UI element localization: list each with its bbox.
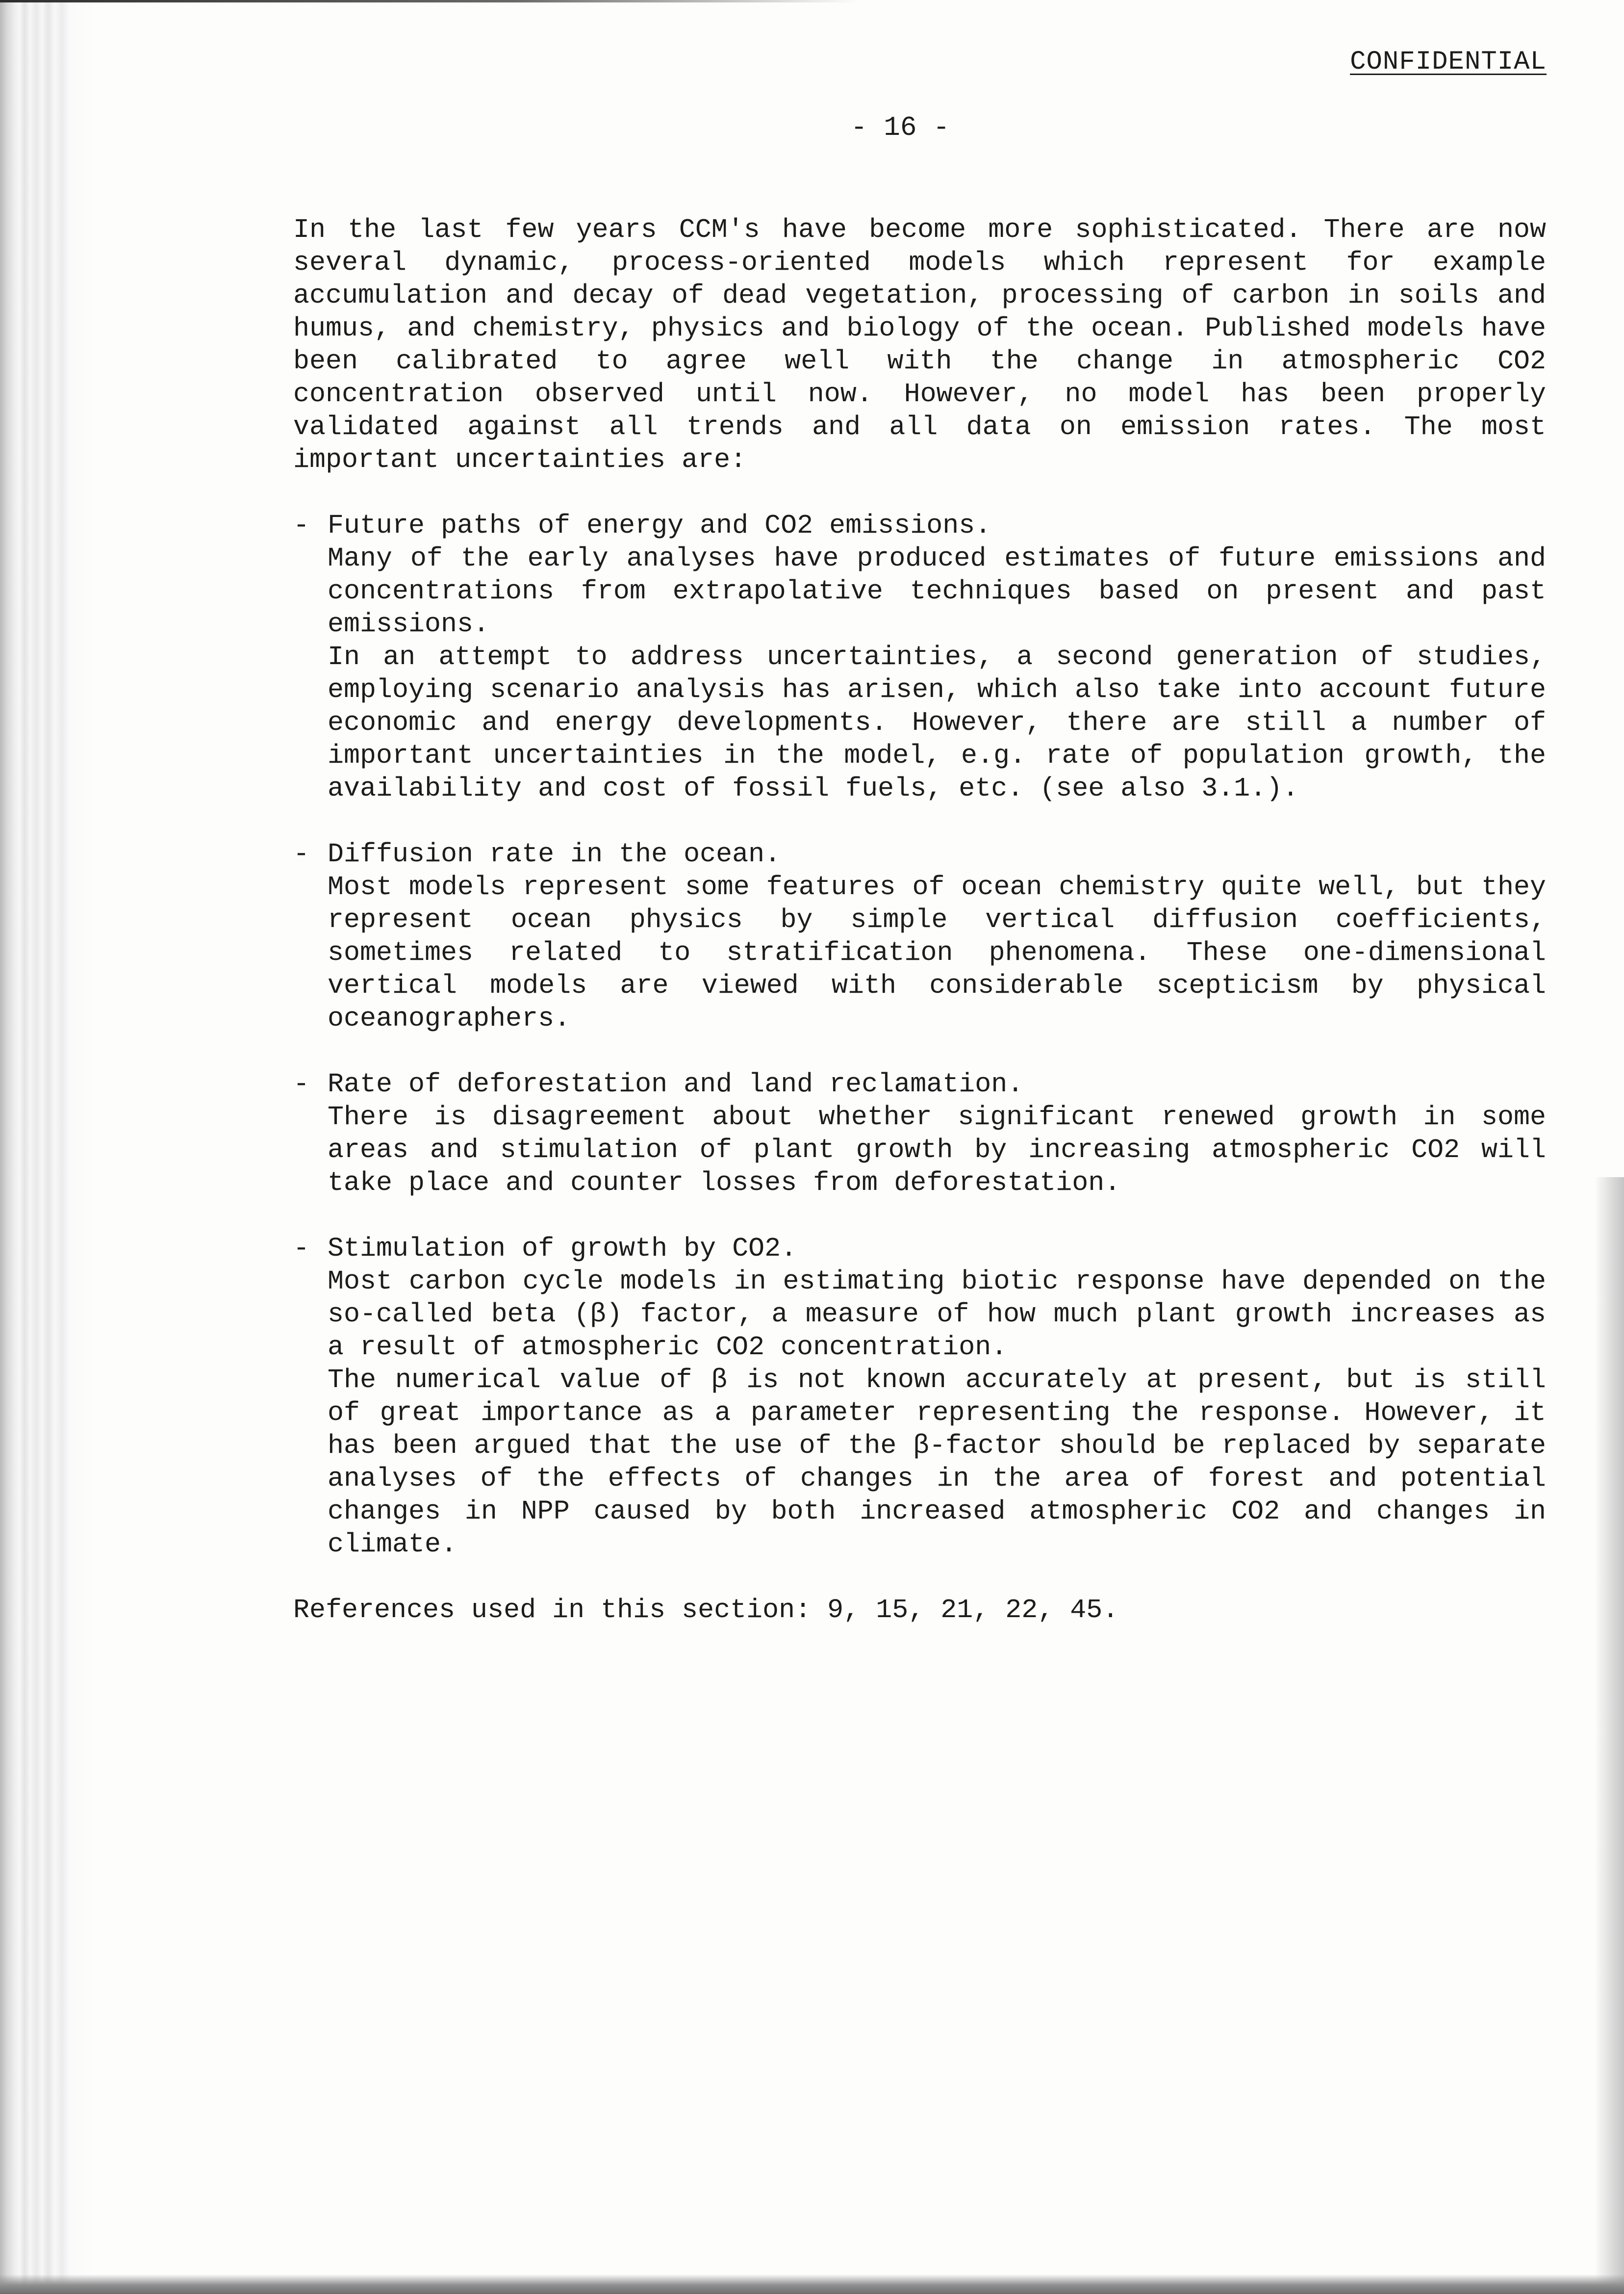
uncertainties-list [293,509,1546,1561]
page-body [293,213,1546,1626]
list-item [293,838,1546,1035]
intro-paragraph: In the last few years CCM's have become more sophisticated. There are now several dynamic, process-oriented models which represent for example accumulation and decay of dead vegetation, processing of carbon in soils and humus, and chemistry, physics and biology of the ocean. Published models have been calibrated to agree well with the change in atmospheric CO2 concentration observed until now. However, no model has been properly validated against all trends and all data on emission rates. The most important uncertainties are: [293,214,1546,475]
uncertainty-paragraph: Most carbon cycle models in estimating biotic response have depended on the so-called beta (β) factor, a measure of how much plant growth increases as a result of atmospheric CO2 concentration. [328,1266,1546,1363]
uncertainty-paragraph: There is disagreement about whether significant renewed growth in some areas and stimulation of plant growth by increasing atmospheric CO2 will take place and counter losses from deforestation. [328,1102,1546,1198]
bullet-dash: - [293,1069,310,1100]
page-number: - 16 - [851,112,950,143]
bullet-dash: - [293,1233,310,1264]
scan-top-edge [0,0,858,2]
confidential-label: CONFIDENTIAL [1350,47,1547,77]
scan-bottom-edge [0,2274,1624,2294]
list-item [293,1068,1546,1199]
uncertainty-title: Rate of deforestation and land reclamation. [328,1069,1024,1100]
scan-right-shadow [1595,1177,1624,2294]
scan-binding-edge [0,0,91,2294]
uncertainty-paragraph: In an attempt to address uncertainties, a second generation of studies, employing scenario analysis has arisen, which also take into account future economic and energy developments. However, there are still a number of important uncertainties in the model, e.g. rate of population growth, the availability and cost of fossil fuels, etc. (see also 3.1.). [328,642,1546,804]
uncertainty-title: Stimulation of growth by CO2. [328,1233,797,1264]
bullet-dash: - [293,839,310,870]
uncertainty-paragraph: The numerical value of β is not known accurately at present, but is still of great importance as a parameter representing the response. However, it has been argued that the use of the β-factor should be replaced by separate analyses of the effects of changes in the area of forest and potential changes in NPP caused by both increased atmospheric CO2 and changes in climate. [328,1365,1546,1560]
bullet-dash: - [293,510,310,541]
list-item [293,1232,1546,1561]
references-line: References used in this section: 9, 15, 21, 22, 45. [293,1595,1119,1625]
uncertainty-paragraph: Most models represent some features of ocean chemistry quite well, but they represent ocean physics by simple vertical diffusion coefficients, sometimes related to stratification phenomena. These one-dimensional vertical models are viewed with considerable scepticism by physical oceanographers. [328,872,1546,1034]
uncertainty-title: Diffusion rate in the ocean. [328,839,781,870]
uncertainty-title: Future paths of energy and CO2 emissions. [328,510,991,541]
uncertainty-paragraph: Many of the early analyses have produced estimates of future emissions and concentrations from extrapolative techniques based on present and past emissions. [328,543,1546,640]
list-item [293,509,1546,805]
